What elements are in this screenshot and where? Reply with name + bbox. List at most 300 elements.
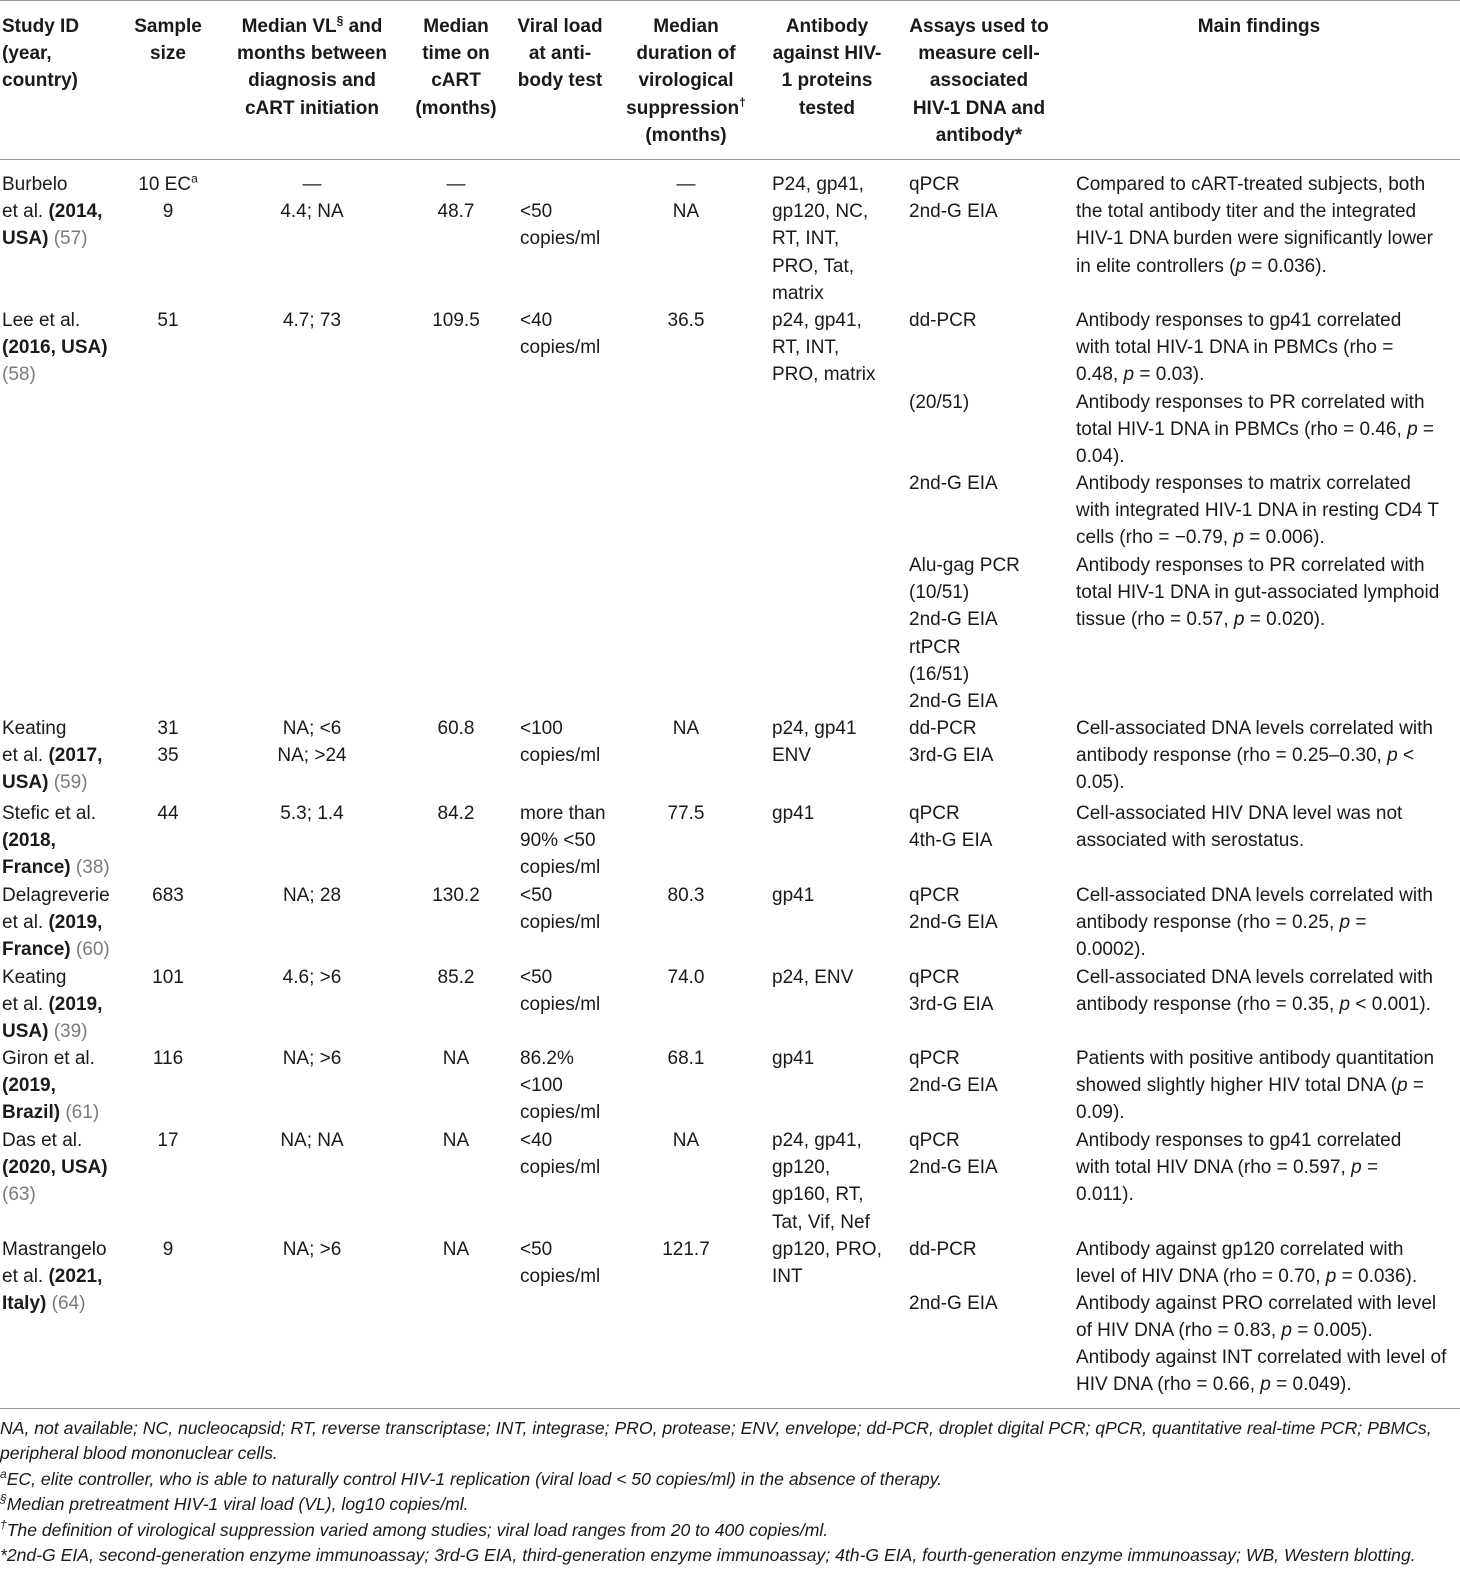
delagreverie-time: 130.2 bbox=[432, 885, 480, 906]
header-antibody bbox=[762, 13, 892, 122]
lee-finding-3 bbox=[1076, 470, 1439, 552]
lee-vl: 4.7; 73 bbox=[282, 310, 342, 331]
header-time-l1: Median bbox=[423, 16, 489, 37]
keating2019-load-l1: <50 bbox=[520, 967, 553, 988]
keating2017-study-l3 bbox=[2, 769, 102, 796]
delagreverie-assay bbox=[909, 882, 998, 936]
das-load bbox=[520, 1127, 600, 1181]
delagreverie-findings bbox=[1076, 882, 1433, 964]
das-find-l3: 0.011). bbox=[1076, 1184, 1134, 1206]
das-assay bbox=[909, 1127, 998, 1181]
mastrangelo-f3-l2b: = 0.049). bbox=[1270, 1374, 1352, 1396]
lee-assay-4-l6: 2nd-G EIA bbox=[909, 691, 998, 713]
giron-ab: gp41 bbox=[772, 1048, 815, 1069]
burbelo-sample-sup: a bbox=[191, 171, 198, 186]
keating2017-time: 60.8 bbox=[437, 718, 475, 739]
keating2017-vl-l1: NA; <6 bbox=[282, 718, 342, 739]
burbelo-sample bbox=[118, 171, 218, 225]
burbelo-assay-l2: 2nd-G EIA bbox=[909, 201, 998, 223]
mastrangelo-load-l1: <50 bbox=[520, 1239, 553, 1260]
mastrangelo-ab-l1: gp120, PRO, bbox=[772, 1239, 882, 1260]
header-load-l3: body test bbox=[517, 70, 603, 92]
das-ab-l4: Tat, Vif, Nef bbox=[772, 1211, 870, 1233]
keating2019-study-l2 bbox=[2, 991, 102, 1018]
footnote-abbreviations-l2: peripheral blood mononuclear cells. bbox=[0, 1443, 278, 1463]
keating2017-sample bbox=[118, 715, 218, 769]
keating2019-assay-l1: qPCR bbox=[909, 967, 960, 988]
giron-find-l2a: showed slightly higher HIV total DNA ( bbox=[1076, 1075, 1398, 1097]
das-ref-link[interactable]: (63) bbox=[2, 1184, 36, 1206]
keating2017-find-l2 bbox=[1076, 742, 1433, 769]
das-assay-l1: qPCR bbox=[909, 1130, 960, 1151]
keating2017-ab-l1: p24, gp41 bbox=[772, 718, 857, 739]
keating2019-findings bbox=[1076, 964, 1433, 1018]
lee-f4-l1: Antibody responses to PR correlated with bbox=[1076, 555, 1425, 576]
stefic-ab: gp41 bbox=[772, 803, 815, 824]
footnote-section bbox=[0, 1492, 469, 1518]
lee-study bbox=[2, 307, 108, 389]
das-ab-l2: gp120, bbox=[772, 1157, 831, 1179]
stefic-load-l2: 90% <50 bbox=[520, 830, 596, 852]
keating2017-vl-l2: NA; >24 bbox=[277, 745, 347, 767]
mastrangelo-study-l2 bbox=[2, 1263, 107, 1290]
giron-find-l3: 0.09). bbox=[1076, 1102, 1125, 1124]
lee-f2-l2 bbox=[1076, 416, 1434, 443]
stefic-load-l1: more than bbox=[520, 803, 606, 824]
header-duration bbox=[614, 13, 758, 149]
lee-finding-1 bbox=[1076, 307, 1401, 389]
mastrangelo-finding-3 bbox=[1076, 1344, 1446, 1398]
lee-f4-l3a: tissue (rho = 0.57, bbox=[1076, 609, 1234, 631]
mastrangelo-f1-p: p bbox=[1325, 1266, 1337, 1288]
giron-study-l2: (2019, bbox=[2, 1075, 56, 1097]
delagreverie-find-l1: Cell-associated DNA levels correlated with bbox=[1076, 885, 1433, 906]
giron-find-l1: Patients with positive antibody quantitation bbox=[1076, 1048, 1435, 1069]
mastrangelo-f3-l2 bbox=[1076, 1371, 1446, 1398]
stefic-study-l2: (2018, bbox=[2, 830, 56, 852]
keating2019-year: (2019, bbox=[48, 994, 103, 1016]
giron-find-l2b: = bbox=[1407, 1075, 1424, 1097]
burbelo-study-l3 bbox=[2, 225, 102, 252]
stefic-assay-l1: qPCR bbox=[909, 803, 960, 824]
delagreverie-ab: gp41 bbox=[772, 885, 815, 906]
burbelo-study bbox=[2, 171, 102, 253]
keating2019-etal: et al. bbox=[2, 994, 49, 1016]
lee-f2-l2a: total HIV-1 DNA in PBMCs (rho = 0.46, bbox=[1076, 419, 1408, 441]
lee-finding-2 bbox=[1076, 389, 1434, 471]
header-vl-l3: diagnosis and bbox=[248, 70, 376, 92]
burbelo-ab-l5: matrix bbox=[772, 282, 824, 304]
burbelo-find-l2: the total antibody titer and the integrated bbox=[1076, 201, 1417, 223]
lee-f3-l3b: = 0.006). bbox=[1243, 527, 1325, 549]
header-dur-l5: (months) bbox=[645, 124, 727, 146]
keating2017-etal: et al. bbox=[2, 745, 49, 767]
burbelo-find-p: p bbox=[1235, 255, 1247, 277]
stefic-sample: 44 bbox=[157, 803, 179, 824]
header-sample-l1: Sample bbox=[134, 16, 202, 37]
giron-find-l2 bbox=[1076, 1072, 1434, 1099]
keating2017-assay bbox=[909, 715, 993, 769]
burbelo-find-l4 bbox=[1076, 253, 1433, 280]
giron-findings bbox=[1076, 1045, 1434, 1127]
stefic-vl: 5.3; 1.4 bbox=[280, 803, 344, 824]
burbelo-ab bbox=[772, 171, 868, 307]
burbelo-country: USA) bbox=[2, 228, 49, 250]
stefic-study bbox=[2, 800, 110, 882]
delagreverie-year: (2019, bbox=[48, 912, 103, 934]
mastrangelo-study-l3 bbox=[2, 1290, 107, 1317]
keating2017-ref-link[interactable]: (59) bbox=[48, 772, 88, 794]
header-assay-l2: measure cell- bbox=[918, 43, 1040, 65]
header-median-vl bbox=[222, 13, 402, 122]
mastrangelo-year: (2021, bbox=[48, 1266, 103, 1288]
das-time: NA bbox=[442, 1130, 470, 1151]
das-ab-l1: p24, gp41, bbox=[772, 1130, 862, 1151]
lee-ref-link[interactable]: (58) bbox=[2, 364, 36, 386]
lee-f1-l3b: = 0.03). bbox=[1134, 364, 1205, 386]
burbelo-sample-l2: 9 bbox=[162, 201, 174, 223]
burbelo-dur bbox=[614, 171, 758, 225]
keating2019-load-l2: copies/ml bbox=[520, 994, 601, 1016]
lee-f3-l3a: cells (rho = −0.79, bbox=[1076, 527, 1234, 549]
burbelo-load-l1: <50 bbox=[520, 201, 553, 222]
header-vl-text: Median VL bbox=[241, 16, 337, 37]
giron-find-p: p bbox=[1397, 1075, 1408, 1097]
das-study-l1: Das et al. bbox=[2, 1130, 83, 1151]
delagreverie-find-l2a: antibody response (rho = 0.25, bbox=[1076, 912, 1340, 934]
stefic-ref-link[interactable]: (38) bbox=[70, 857, 110, 879]
lee-f2-l2b: = bbox=[1417, 419, 1435, 441]
lee-f1-p: p bbox=[1123, 364, 1135, 386]
giron-dur: 68.1 bbox=[667, 1048, 705, 1069]
header-dur-l3: virological bbox=[638, 70, 734, 92]
mastrangelo-f3-l2a: HIV DNA (rho = 0.66, bbox=[1076, 1374, 1261, 1396]
footnote-a-text: EC, elite controller, who is able to naturally control HIV-1 replication (viral load < 50 copies/ml) in the absence of therapy. bbox=[6, 1469, 943, 1489]
mastrangelo-study bbox=[2, 1236, 107, 1318]
mastrangelo-f1-l2b: = 0.036). bbox=[1336, 1266, 1418, 1288]
mastrangelo-finding-2 bbox=[1076, 1290, 1436, 1344]
header-dur-l4 bbox=[614, 95, 758, 122]
burbelo-sample-ec: 10 EC bbox=[138, 174, 192, 195]
keating2019-assay bbox=[909, 964, 993, 1018]
delagreverie-sample: 683 bbox=[152, 885, 184, 906]
burbelo-assay bbox=[909, 171, 998, 225]
mastrangelo-f2-p: p bbox=[1281, 1320, 1292, 1342]
lee-ab-l1: p24, gp41, bbox=[772, 310, 862, 331]
keating2019-find-l1: Cell-associated DNA levels correlated with bbox=[1076, 967, 1433, 988]
keating2019-sample: 101 bbox=[152, 967, 184, 988]
header-sample bbox=[118, 13, 218, 67]
burbelo-study-l2 bbox=[2, 198, 102, 225]
das-load-l1: <40 bbox=[520, 1130, 553, 1151]
burbelo-findings bbox=[1076, 171, 1433, 280]
burbelo-ab-l2: gp120, NC, bbox=[772, 201, 869, 223]
delagreverie-country: France) bbox=[2, 939, 71, 961]
keating2019-study-l3 bbox=[2, 1018, 102, 1045]
stefic-time: 84.2 bbox=[437, 803, 475, 824]
footnote-asterisk: *2nd-G EIA, second-generation enzyme immunoassay; 3rd-G EIA, third-generation enzyme immunoassay; 4th-G EIA, fourth-generation enzyme immunoassay; WB, Western blotting. bbox=[0, 1545, 1416, 1565]
keating2019-study-l1: Keating bbox=[2, 967, 67, 988]
burbelo-ab-l1: P24, gp41, bbox=[772, 174, 864, 195]
header-study-l3: country) bbox=[2, 70, 78, 92]
lee-ab-l2: RT, INT, bbox=[772, 337, 840, 359]
lee-f2-p: p bbox=[1407, 419, 1418, 441]
giron-load-l2: <100 bbox=[520, 1075, 563, 1097]
header-assay-l1: Assays used to bbox=[909, 16, 1049, 37]
burbelo-load-l2: copies/ml bbox=[520, 228, 601, 250]
keating2017-vl bbox=[222, 715, 402, 769]
mastrangelo-load-l2: copies/ml bbox=[520, 1266, 601, 1288]
header-vl-l2: months between bbox=[237, 43, 387, 65]
burbelo-ab-l4: PRO, Tat, bbox=[772, 255, 855, 277]
mastrangelo-assay-1: dd-PCR bbox=[909, 1239, 977, 1260]
mastrangelo-f2-l2 bbox=[1076, 1317, 1436, 1344]
mastrangelo-dur: 121.7 bbox=[662, 1239, 710, 1260]
lee-assay-4-l1: Alu-gag PCR bbox=[909, 555, 1020, 576]
keating2017-sample-l1: 31 bbox=[157, 718, 179, 739]
delagreverie-load-l2: copies/ml bbox=[520, 912, 601, 934]
header-study-l2: (year, bbox=[2, 43, 52, 65]
stefic-dur: 77.5 bbox=[667, 803, 705, 824]
burbelo-dur-l2: NA bbox=[672, 201, 700, 223]
stefic-country: France) bbox=[2, 857, 71, 879]
keating2017-load-l1: <100 bbox=[520, 718, 563, 739]
header-assay-l4: HIV-1 DNA and bbox=[912, 97, 1046, 119]
keating2019-assay-l2: 3rd-G EIA bbox=[909, 994, 994, 1016]
burbelo-time-l2: 48.7 bbox=[437, 201, 475, 223]
burbelo-ab-l3: RT, INT, bbox=[772, 228, 840, 250]
das-find-l1: Antibody responses to gp41 correlated bbox=[1076, 1130, 1402, 1151]
keating2019-load bbox=[520, 964, 600, 1018]
keating2019-country: USA) bbox=[2, 1021, 49, 1043]
lee-assay-4-l4: rtPCR bbox=[909, 636, 961, 658]
keating2017-find-l2a: antibody response (rho = 0.25–0.30, bbox=[1076, 745, 1388, 767]
keating2017-load-l2: copies/ml bbox=[520, 745, 601, 767]
keating2017-find-l3: 0.05). bbox=[1076, 772, 1125, 794]
das-sample: 17 bbox=[157, 1130, 179, 1151]
stefic-load-l3: copies/ml bbox=[520, 857, 601, 879]
header-vl-and: and bbox=[343, 16, 383, 37]
keating2017-ab-l2: ENV bbox=[772, 745, 812, 767]
lee-f1-l1: Antibody responses to gp41 correlated bbox=[1076, 310, 1402, 331]
header-top-rule bbox=[0, 0, 1460, 1]
header-load-l2: at anti- bbox=[528, 43, 592, 65]
header-findings bbox=[1066, 13, 1452, 40]
lee-time: 109.5 bbox=[432, 310, 480, 331]
lee-ab bbox=[772, 307, 875, 389]
mastrangelo-country: Italy) bbox=[2, 1293, 47, 1315]
lee-f4-l3 bbox=[1076, 606, 1439, 633]
delagreverie-find-l3: 0.0002). bbox=[1076, 939, 1146, 961]
header-viral-load bbox=[510, 13, 610, 95]
burbelo-time bbox=[406, 171, 506, 225]
stefic-assay-l2: 4th-G EIA bbox=[909, 830, 993, 852]
lee-f3-l3 bbox=[1076, 524, 1439, 551]
burbelo-time-l1: — bbox=[446, 174, 466, 195]
lee-f3-l2: with integrated HIV-1 DNA in resting CD4 T bbox=[1076, 500, 1439, 522]
lee-f3-l1: Antibody responses to matrix correlated bbox=[1076, 473, 1411, 494]
keating2019-find-l2b: < 0.001). bbox=[1350, 994, 1431, 1016]
lee-f1-l3a: 0.48, bbox=[1076, 364, 1124, 386]
das-vl: NA; NA bbox=[280, 1130, 344, 1151]
lee-load-l2: copies/ml bbox=[520, 337, 601, 359]
header-ab-l4: tested bbox=[799, 97, 855, 119]
delagreverie-ref-link[interactable]: (60) bbox=[70, 939, 110, 961]
header-load-l1: Viral load bbox=[517, 16, 603, 37]
keating2019-ref-link[interactable]: (39) bbox=[48, 1021, 88, 1043]
delagreverie-study-l2 bbox=[2, 909, 110, 936]
lee-f2-l1: Antibody responses to PR correlated with bbox=[1076, 392, 1425, 413]
keating2017-assay-l2: 3rd-G EIA bbox=[909, 745, 994, 767]
das-ab bbox=[772, 1127, 870, 1236]
mastrangelo-ab bbox=[772, 1236, 882, 1290]
header-assays bbox=[896, 13, 1062, 149]
lee-assay-4 bbox=[909, 552, 1020, 715]
stefic-study-l1: Stefic et al. bbox=[2, 803, 96, 824]
das-ab-l3: gp160, RT, bbox=[772, 1184, 864, 1206]
header-median-vl-l1 bbox=[222, 13, 402, 40]
giron-load-l3: copies/ml bbox=[520, 1102, 601, 1124]
header-study bbox=[2, 13, 79, 95]
mastrangelo-vl: NA; >6 bbox=[282, 1239, 342, 1260]
das-find-l2a: with total HIV DNA (rho = 0.597, bbox=[1076, 1157, 1352, 1179]
mastrangelo-f1-l2 bbox=[1076, 1263, 1417, 1290]
footnote-dagger-mark: † bbox=[0, 1518, 7, 1533]
mastrangelo-f1-l2a: level of HIV DNA (rho = 0.70, bbox=[1076, 1266, 1326, 1288]
mastrangelo-study-l1: Mastrangelo bbox=[2, 1239, 107, 1260]
footnote-dagger bbox=[0, 1518, 828, 1544]
footnote-a-mark: a bbox=[0, 1467, 7, 1482]
burbelo-find-l4a: in elite controllers ( bbox=[1076, 255, 1236, 277]
mastrangelo-sample: 9 bbox=[162, 1239, 174, 1260]
keating2017-country: USA) bbox=[2, 772, 49, 794]
mastrangelo-f1-l1: Antibody against gp120 correlated with bbox=[1076, 1239, 1404, 1260]
giron-sample: 116 bbox=[152, 1048, 184, 1069]
mastrangelo-etal: et al. bbox=[2, 1266, 49, 1288]
lee-load bbox=[520, 307, 600, 361]
burbelo-load bbox=[520, 198, 600, 252]
lee-f3-p: p bbox=[1233, 527, 1244, 549]
delagreverie-load-l1: <50 bbox=[520, 885, 553, 906]
keating2017-findings bbox=[1076, 715, 1433, 797]
keating2017-study-l1: Keating bbox=[2, 718, 67, 739]
delagreverie-find-p: p bbox=[1339, 912, 1351, 934]
delagreverie-study-l3 bbox=[2, 936, 110, 963]
footnote-section-mark: § bbox=[0, 1492, 7, 1507]
keating2019-dur: 74.0 bbox=[667, 967, 705, 988]
mastrangelo-ab-l2: INT bbox=[772, 1266, 803, 1288]
giron-ref-link[interactable]: (61) bbox=[60, 1102, 100, 1124]
keating2017-dur: NA bbox=[672, 718, 700, 739]
das-find-p: p bbox=[1351, 1157, 1362, 1179]
keating2019-time: 85.2 bbox=[437, 967, 475, 988]
footnote-a bbox=[0, 1467, 942, 1493]
lee-assay-4-l3: 2nd-G EIA bbox=[909, 609, 998, 631]
lee-assay-4-l2: (10/51) bbox=[909, 582, 970, 604]
giron-assay-l2: 2nd-G EIA bbox=[909, 1075, 998, 1097]
footnote-dagger-text: The definition of virological suppression varied among studies; viral load ranges from 20 to 400 copies/ml. bbox=[6, 1520, 829, 1540]
delagreverie-vl: NA; 28 bbox=[282, 885, 342, 906]
stefic-find-l1: Cell-associated HIV DNA level was not bbox=[1076, 803, 1403, 824]
lee-f4-p: p bbox=[1233, 609, 1245, 631]
lee-f4-l3b: = 0.020). bbox=[1244, 609, 1326, 631]
stefic-study-l3 bbox=[2, 854, 110, 881]
delagreverie-find-l2b: = bbox=[1350, 912, 1367, 934]
lee-assay-1: dd-PCR bbox=[909, 310, 977, 331]
lee-f1-l2: with total HIV-1 DNA in PBMCs (rho = bbox=[1076, 337, 1394, 359]
mastrangelo-finding-1 bbox=[1076, 1236, 1417, 1290]
burbelo-find-l1: Compared to cART-treated subjects, both bbox=[1076, 174, 1426, 195]
header-ab-l3: 1 proteins bbox=[781, 70, 873, 92]
keating2017-study bbox=[2, 715, 102, 797]
lee-study-l1: Lee et al. bbox=[2, 310, 81, 331]
header-dur-l1: Median bbox=[653, 16, 719, 37]
keating2017-find-p: p bbox=[1387, 745, 1398, 767]
mastrangelo-f3-l1: Antibody against INT correlated with level of bbox=[1076, 1347, 1447, 1368]
mastrangelo-f2-l2b: = 0.005). bbox=[1291, 1320, 1373, 1342]
giron-time: NA bbox=[442, 1048, 470, 1069]
burbelo-find-l3: HIV-1 DNA burden were significantly lower bbox=[1076, 228, 1433, 250]
delagreverie-load bbox=[520, 882, 600, 936]
lee-assay-3: 2nd-G EIA bbox=[909, 473, 998, 494]
mastrangelo-f2-l2a: of HIV DNA (rho = 0.83, bbox=[1076, 1320, 1282, 1342]
mastrangelo-f2-l1: Antibody against PRO correlated with level bbox=[1076, 1293, 1437, 1314]
lee-load-l1: <40 bbox=[520, 310, 553, 331]
giron-assay-l1: qPCR bbox=[909, 1048, 960, 1069]
giron-assay bbox=[909, 1045, 998, 1099]
mastrangelo-ref-link[interactable]: (64) bbox=[46, 1293, 86, 1315]
das-assay-l2: 2nd-G EIA bbox=[909, 1157, 998, 1179]
keating2017-load bbox=[520, 715, 600, 769]
burbelo-ref-link[interactable]: (57) bbox=[48, 228, 88, 250]
keating2019-study bbox=[2, 964, 102, 1046]
lee-f1-l3 bbox=[1076, 361, 1401, 388]
header-study-l1: Study ID bbox=[2, 16, 80, 37]
header-findings-l1: Main findings bbox=[1197, 16, 1321, 37]
mastrangelo-f3-p: p bbox=[1260, 1374, 1271, 1396]
header-ab-l1: Antibody bbox=[785, 16, 869, 37]
lee-assay-2: (20/51) bbox=[909, 392, 970, 413]
lee-study-l2: (2016, USA) bbox=[2, 337, 108, 359]
giron-study bbox=[2, 1045, 99, 1127]
burbelo-find-l4b: = 0.036). bbox=[1246, 255, 1327, 277]
header-assay-l3: associated bbox=[929, 70, 1029, 92]
lee-dur: 36.5 bbox=[667, 310, 705, 331]
lee-f2-l3: 0.04). bbox=[1076, 446, 1125, 468]
table-bottom-rule bbox=[0, 1408, 1460, 1409]
burbelo-year: (2014, bbox=[48, 201, 103, 223]
header-time-on-cart bbox=[406, 13, 506, 122]
keating2017-assay-l1: dd-PCR bbox=[909, 718, 977, 739]
lee-f4-l2: total HIV-1 DNA in gut-associated lymphoid bbox=[1076, 582, 1440, 604]
burbelo-vl-l2: 4.4; NA bbox=[280, 201, 344, 223]
keating2017-ab bbox=[772, 715, 857, 769]
burbelo-etal: et al. bbox=[2, 201, 49, 223]
lee-ab-l3: PRO, matrix bbox=[772, 364, 876, 386]
das-find-l2 bbox=[1076, 1154, 1401, 1181]
das-findings bbox=[1076, 1127, 1401, 1209]
keating2019-ab: p24, ENV bbox=[772, 967, 854, 988]
mastrangelo-load bbox=[520, 1236, 600, 1290]
header-vl-l4: cART initiation bbox=[244, 97, 380, 119]
das-load-l2: copies/ml bbox=[520, 1157, 601, 1179]
keating2019-vl: 4.6; >6 bbox=[282, 967, 342, 988]
stefic-find-l2: associated with serostatus. bbox=[1076, 830, 1305, 852]
mastrangelo-assay-2: 2nd-G EIA bbox=[909, 1293, 998, 1314]
delagreverie-assay-l1: qPCR bbox=[909, 885, 960, 906]
burbelo-vl-l1: — bbox=[302, 174, 322, 195]
lee-assay-4-l5: (16/51) bbox=[909, 663, 970, 685]
